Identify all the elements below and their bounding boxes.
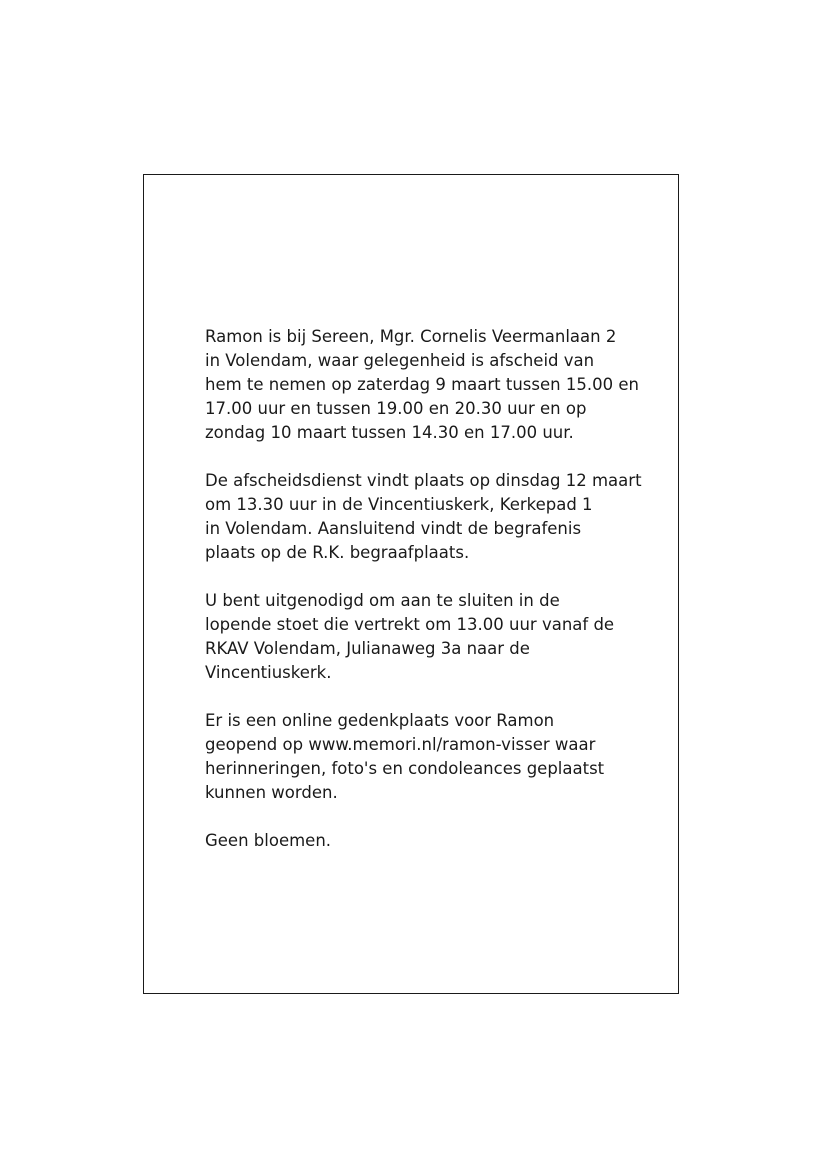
text-line: lopende stoet die vertrekt om 13.00 uur vanaf de [205, 615, 615, 634]
notice-text [205, 325, 665, 877]
notice-card [143, 174, 679, 994]
text-line: geopend op www.memori.nl/ramon-visser waar [205, 735, 596, 754]
text-line: kunnen worden. [205, 783, 338, 802]
text-line: plaats op de R.K. begraafplaats. [205, 543, 470, 562]
text-line: in Volendam. Aansluitend vindt de begrafenis [205, 519, 582, 538]
viewing-paragraph [205, 325, 665, 445]
text-line: U bent uitgenodigd om aan te sluiten in de [205, 591, 560, 610]
text-line: 17.00 uur en tussen 19.00 en 20.30 uur en op [205, 399, 587, 418]
text-line: om 13.30 uur in de Vincentiuskerk, Kerkepad 1 [205, 495, 593, 514]
flowers-paragraph [205, 829, 665, 853]
text-line: De afscheidsdienst vindt plaats op dinsdag 12 maart [205, 471, 642, 490]
text-line: hem te nemen op zaterdag 9 maart tussen 15.00 en [205, 375, 639, 394]
memorial-paragraph [205, 709, 665, 805]
text-line: Geen bloemen. [205, 831, 332, 850]
text-line: RKAV Volendam, Julianaweg 3a naar de [205, 639, 530, 658]
text-line: Ramon is bij Sereen, Mgr. Cornelis Veermanlaan 2 [205, 327, 617, 346]
text-line: Vincentiuskerk. [205, 663, 332, 682]
text-line: in Volendam, waar gelegenheid is afscheid van [205, 351, 595, 370]
service-paragraph [205, 469, 665, 565]
text-line: herinneringen, foto's en condoleances geplaatst [205, 759, 605, 778]
text-line: Er is een online gedenkplaats voor Ramon [205, 711, 555, 730]
text-line: zondag 10 maart tussen 14.30 en 17.00 uur. [205, 423, 574, 442]
procession-paragraph [205, 589, 665, 685]
